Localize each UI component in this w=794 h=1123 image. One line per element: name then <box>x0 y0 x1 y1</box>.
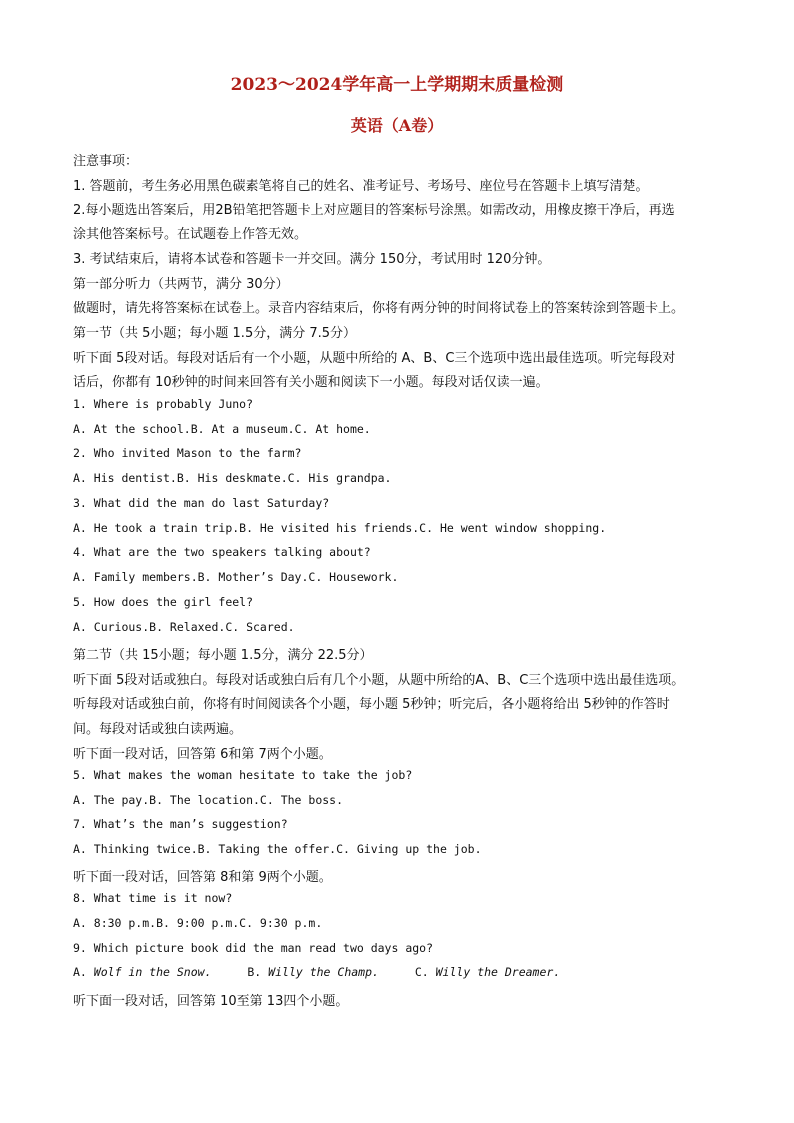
document-line: A. Curious.B. Relaxed.C. Scared. <box>73 620 295 634</box>
q9-options <box>73 965 560 979</box>
document-line: 3. What did the man do last Saturday? <box>73 496 330 510</box>
document-line: 2.每小题选出答案后，用2B铅笔把答题卡上对应题目的答案标号涂黑。如需改动，用橡皮擦干净后，再选 <box>73 203 675 218</box>
document-line: 7. What’s the man’s suggestion? <box>73 817 288 831</box>
document-line: 注意事项： <box>73 154 139 169</box>
document-line: 1. 答题前，考生务必用黑色碳素笔将自己的姓名、准考证号、考场号、座位号在答题卡上填写清楚。 <box>73 179 649 194</box>
document-line: 5. What makes the woman hesitate to take the job? <box>73 768 413 782</box>
q9-option-b-label: B. <box>247 965 262 979</box>
q9-option-b-text: Willy the Champ. <box>268 965 379 979</box>
section-instruction-q10-13: 听下面一段对话，回答第 10至第 13四个小题。 <box>73 994 349 1009</box>
document-line: 听下面一段对话，回答第 6和第 7两个小题。 <box>73 747 332 762</box>
document-subtitle: 英语（A卷） <box>350 116 444 135</box>
document-line: 话后，你都有 10秒钟的时间来回答有关小题和阅读下一小题。每段对话仅读一遍。 <box>73 375 549 390</box>
document-line: A. He took a train trip.B. He visited his friends.C. He went window shopping. <box>73 521 607 535</box>
document-line: 8. What time is it now? <box>73 891 233 905</box>
document-line: 做题时，请先将答案标在试卷上。录音内容结束后，你将有两分钟的时间将试卷上的答案转涂到答题卡上。 <box>73 301 685 316</box>
q9-option-c-text: Willy the Dreamer. <box>435 965 561 979</box>
document-line: A. Family members.B. Mother’s Day.C. Housework. <box>73 570 399 584</box>
q9-option-a-label: A. <box>73 965 87 979</box>
document-line: 2. Who invited Mason to the farm? <box>73 446 302 460</box>
document-line: 涂其他答案标号。在试题卷上作答无效。 <box>73 227 308 242</box>
document-line: A. At the school.B. At a museum.C. At home. <box>73 422 371 436</box>
document-line: A. His dentist.B. His deskmate.C. His grandpa. <box>73 471 392 485</box>
document-line: 3. 考试结束后，请将本试卷和答题卡一并交回。满分 150分，考试用时 120分钟。 <box>73 252 551 267</box>
document-line: 听下面 5段对话。每段对话后有一个小题，从题中所给的 A、B、C三个选项中选出最佳选项。听完每段对 <box>73 351 676 366</box>
document-line: 间。每段对话或独白读两遍。 <box>73 722 243 737</box>
document-line: 第一节（共 5小题；每小题 1.5分，满分 7.5分） <box>73 326 357 341</box>
document-line: 1. Where is probably Juno? <box>73 397 254 411</box>
q9-option-a-text: Wolf in the Snow. <box>93 965 212 979</box>
document-title: 2023～2024学年高一上学期期末质量检测 <box>230 75 564 95</box>
document-line: 听下面一段对话，回答第 8和第 9两个小题。 <box>73 870 332 885</box>
q9-option-c-label: C. <box>414 965 429 979</box>
document-line: 9. Which picture book did the man read two days ago? <box>73 941 434 955</box>
document-line: A. The pay.B. The location.C. The boss. <box>73 793 344 807</box>
document-line: 听下面 5段对话或独白。每段对话或独白后有几个小题，从题中所给的A、B、C三个选项中选出最佳选项。 <box>73 673 685 688</box>
document-line: A. Thinking twice.B. Taking the offer.C. Giving up the job. <box>73 842 482 856</box>
document-line: 听每段对话或独白前，你将有时间阅读各个小题，每小题 5秒钟；听完后，各小题将给出 5秒钟的作答时 <box>73 697 670 712</box>
document-line: 5. How does the girl feel? <box>73 595 254 609</box>
document-line: 第二节（共 15小题；每小题 1.5分，满分 22.5分） <box>73 648 373 663</box>
document-line: 4. What are the two speakers talking about? <box>73 545 371 559</box>
document-line: 第一部分听力（共两节，满分 30分） <box>73 277 289 292</box>
document-line: A. 8:30 p.m.B. 9:00 p.m.C. 9:30 p.m. <box>73 916 323 930</box>
